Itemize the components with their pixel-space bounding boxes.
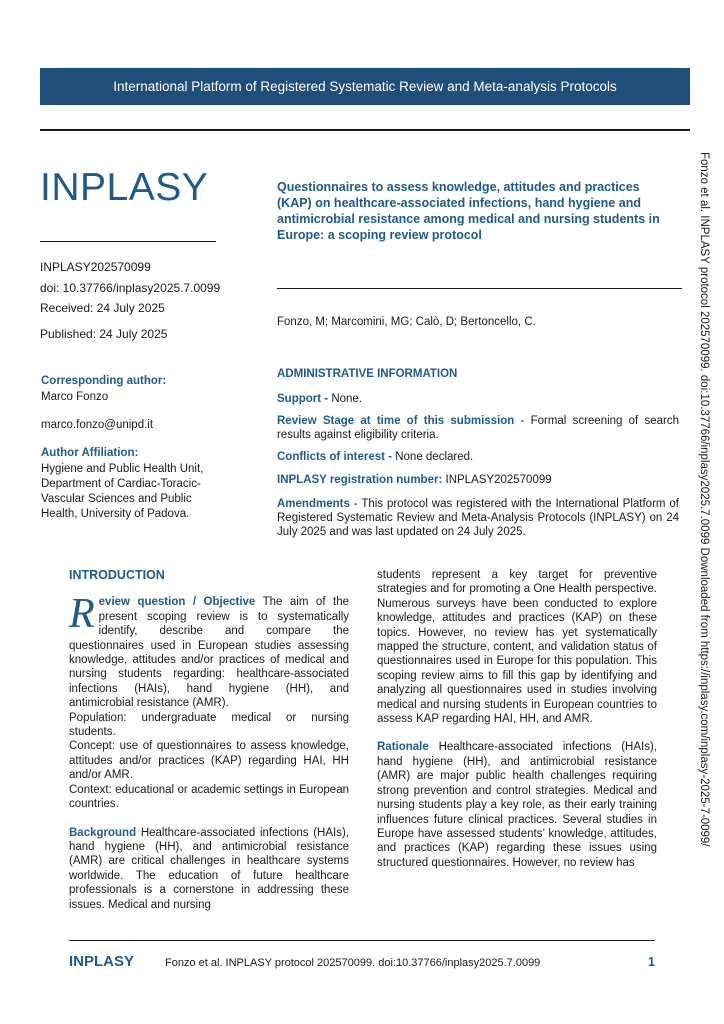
- review-question-text: The aim of the present scoping review is to systematically identify, describe and compare the questionnaires used in European studies assessing knowledge, attitudes and/or practices of medical and nursing students regarding: healthcare-associated infections (HAIs), hand hygiene (HH), and antimicrobial resistance (AMR).: [69, 596, 349, 710]
- conflicts-value: None declared.: [395, 451, 474, 463]
- background-paragraph: [69, 826, 349, 912]
- admin-review-stage: [277, 414, 679, 442]
- conflicts-label: Conflicts of interest -: [277, 451, 393, 463]
- admin-registration: [277, 473, 679, 487]
- doi: doi: 10.37766/inplasy2025.7.0099: [40, 281, 221, 295]
- registration-number: INPLASY202570099: [40, 260, 151, 274]
- published-date: Published: 24 July 2025: [40, 327, 168, 341]
- rationale-paragraph: [377, 740, 657, 870]
- authors: Fonzo, M; Marcomini, MG; Calò, D; Bertoncello, C.: [277, 316, 536, 328]
- admin-conflicts: [277, 450, 679, 464]
- corresponding-author-name: Marco Fonzo: [41, 391, 109, 403]
- body-column-right: [377, 568, 657, 870]
- page-number: 1: [648, 955, 655, 969]
- inplasy-logo: INPLASY: [40, 166, 209, 209]
- background-text: Healthcare-associated infections (HAIs), hand hygiene (HH), and antimicrobial resistance (AMR) are critical challenges in healthcare systems worldwide. The education of future healthcare professionals is a cornerstone in addressing these issues. Medical and nursing: [69, 826, 350, 911]
- corresponding-author-email[interactable]: marco.fonzo@unipd.it: [41, 419, 154, 431]
- drop-cap: R: [69, 591, 95, 638]
- review-question-paragraph: [69, 591, 349, 710]
- admin-heading: ADMINISTRATIVE INFORMATION: [277, 368, 458, 380]
- support-label: Support -: [277, 393, 329, 405]
- paper-title: Questionnaires to assess knowledge, attitudes and practices (KAP) on healthcare-associated infections, hand hygiene and antimicrobial resistance among medical and nursing students in Europe: a scoping review protocol: [277, 180, 660, 242]
- introduction-heading: INTRODUCTION: [69, 568, 165, 582]
- rationale-label: Rationale: [377, 741, 429, 754]
- background-label: Background: [69, 826, 137, 839]
- admin-support: [277, 392, 679, 406]
- author-affiliation-text: Hygiene and Public Health Unit, Department of Cardiac-Toracic-Vascular Sciences and Public Health, University of Padova.: [41, 463, 204, 520]
- vertical-download-notice: [698, 152, 718, 852]
- footer-rule: [69, 940, 655, 941]
- context-text: Context: educational or academic settings in European countries.: [69, 783, 349, 811]
- header-banner: International Platform of Registered Systematic Review and Meta-analysis Protocols: [40, 68, 690, 105]
- review-stage-value: - Formal screening of search results against eligibility criteria.: [277, 415, 679, 441]
- concept-text: Concept: use of questionnaires to assess knowledge, attitudes and/or practices (KAP) regarding HAI, HH and/or AMR.: [69, 740, 349, 782]
- footer-logo: INPLASY: [69, 953, 135, 970]
- footer-citation: Fonzo et al. INPLASY protocol 202570099. doi:10.37766/inplasy2025.7.0099: [165, 957, 541, 969]
- registration-label: INPLASY registration number:: [277, 474, 443, 486]
- registration-value: INPLASY202570099: [445, 474, 552, 486]
- header-rule: [40, 129, 690, 131]
- received-date: Received: 24 July 2025: [40, 301, 165, 315]
- amendments-label: Amendments: [277, 498, 350, 510]
- amendments-value: - This protocol was registered with the International Platform of Registered Systematic Review and Meta-Analysis Protocols (INPLASY) on 24 July 2025 and was last updated on 24 July 2025.: [277, 498, 679, 538]
- review-question-label: eview question / Objective: [98, 596, 256, 609]
- title-rule: [277, 288, 682, 289]
- support-value: None.: [331, 393, 362, 405]
- rationale-text: Healthcare-associated infections (HAIs), hand hygiene (HH), and antimicrobial resistance (AMR) are major public health challenges requiring strong prevention and control strategies. Medical and nursing students play a key role, as their early training influences future clinical practices. Several studies in Europe have assessed students’ knowledge, attitudes, and practices (KAP) regarding these issues using structured questionnaires. However, no review has: [377, 741, 658, 869]
- body-column-left: [69, 568, 349, 912]
- vertical-download-text: Fonzo et al. INPLASY protocol 202570099. doi:10.37766/inplasy2025.7.0099 Downloaded from https://inplasy.com/inplasy-2025-7-0099/: [698, 152, 710, 847]
- review-stage-label: Review Stage at time of this submission: [277, 415, 515, 427]
- corresponding-author-label: Corresponding author:: [41, 375, 167, 387]
- logo-rule: [40, 241, 216, 242]
- background-continued: students represent a key target for preventive strategies and for promoting a One Health perspective. Numerous surveys have been conducted to explore knowledge, attitudes and practices (KAP) on these topics. However, no review has yet systematically mapped the structure, content, and validation status of questionnaires used in Europe for this population. This scoping review aims to fill this gap by identifying and analyzing all questionnaires used in studies involving medical and nursing students in European countries to assess KAP regarding HAI, HH, and AMR.: [377, 569, 657, 726]
- population-text: Population: undergraduate medical or nursing students.: [69, 711, 349, 739]
- admin-amendments: [277, 497, 679, 539]
- author-affiliation-label: Author Affiliation:: [41, 447, 139, 459]
